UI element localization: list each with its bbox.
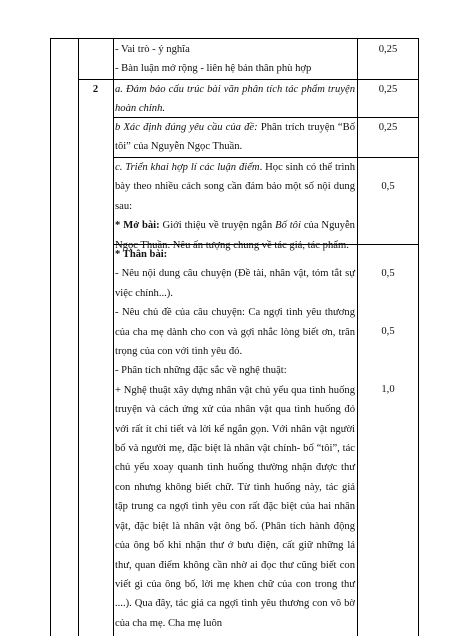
list-item: - Vai trò - ý nghĩa	[115, 44, 190, 55]
row-3-score: 0,25	[378, 122, 398, 133]
row-1-score: 0,25	[378, 44, 398, 55]
than-bai-item-4: + Nghệ thuật xây dựng nhân vật chủ yếu qua tình huống truyện và cách ứng xử của nhân vật qua tình huống đó với rất ít chi tiết và lời kể ngắn gọn. Với nhân vật người bố và người mẹ, đặc biệt là nhân vật chính- bố “tôi”, tác chủ yếu xoay quanh tình huống thường nhận được thư con nhưng không biết chữ. Từ tình huống này, tác giả tập trung ca ngợi tình yêu con rất đặc biệt của hai nhân vật, đặc biệt là nhân vật ông bố. (Phân tích hành động của ông bố khi nhận thư ở bưu điện, cất giữ những lá thư, quan điểm không cần nhờ ai đọc thư cũng biết con viết gì của ông bố, lời mẹ khen chữ của con trong thư ....). Qua đây, tác giả ca ngợi tình yêu thương con vô bờ của cha mẹ. Cha mẹ luôn	[115, 384, 355, 629]
criterion-b-text: Phân trích truyện “Bố tôi” của Nguyễn Ngọc Thuần.	[115, 122, 356, 153]
criterion-b-label: b Xác định đúng yêu cầu của đề:	[115, 122, 258, 133]
mo-bai-label: * Mở bài:	[115, 220, 160, 232]
table-border-top	[50, 38, 419, 39]
column-divider-1	[78, 38, 79, 636]
list-item: - Bàn luận mở rộng - liên hệ bản thân phù hợp	[115, 63, 312, 75]
mo-bai-work-title: Bố tôi	[275, 220, 301, 232]
criterion-a-text: a. Đảm bảo cấu trúc bài văn phân tích tác phẩm truyện hoàn chỉnh.	[115, 84, 355, 115]
than-bai-item-1: - Nêu nội dung câu chuyện (Đề tài, nhân vật, tóm tắt sự việc chính...).	[115, 268, 355, 299]
mo-bai-text-2: của Nguyễn Ngọc Thuần. Nêu ấn tượng chung về tác giả, tác phẩm.	[115, 220, 355, 251]
table-border-right	[418, 38, 419, 636]
row-4-score: 0,5	[381, 181, 395, 192]
than-bai-item-2: - Nêu chủ đề của câu chuyện: Ca ngợi tình yêu thương của cha mẹ dành cho con và gợi nhắc lòng biết ơn, trân trọng của con với tình yêu đó.	[115, 307, 355, 358]
row-3-content	[113, 118, 357, 157]
row-5-content	[113, 245, 357, 633]
row-1-content	[113, 40, 357, 79]
mo-bai-text-1: Giới thiệu về truyện ngắn	[159, 220, 276, 232]
than-bai-item-3: - Phân tích những đặc sắc về nghệ thuật:	[115, 365, 287, 377]
row-5-score-2: 0,5	[381, 326, 395, 337]
question-number: 2	[92, 84, 99, 95]
row-5-score-3: 1,0	[381, 384, 395, 395]
row-4-content	[113, 158, 357, 255]
row-2-score: 0,25	[378, 84, 398, 95]
table-border-left	[50, 38, 51, 636]
criterion-c-text: . Học sinh có thể trình bày theo nhiều cách song cần đảm bảo một số nội dung sau:	[115, 162, 355, 212]
row-2-content	[113, 80, 357, 119]
than-bai-heading: * Thân bài:	[115, 249, 168, 260]
criterion-c-label: c. Triển khai hợp lí các luận điểm	[115, 162, 260, 173]
row-5-score-1: 0,5	[381, 268, 395, 279]
